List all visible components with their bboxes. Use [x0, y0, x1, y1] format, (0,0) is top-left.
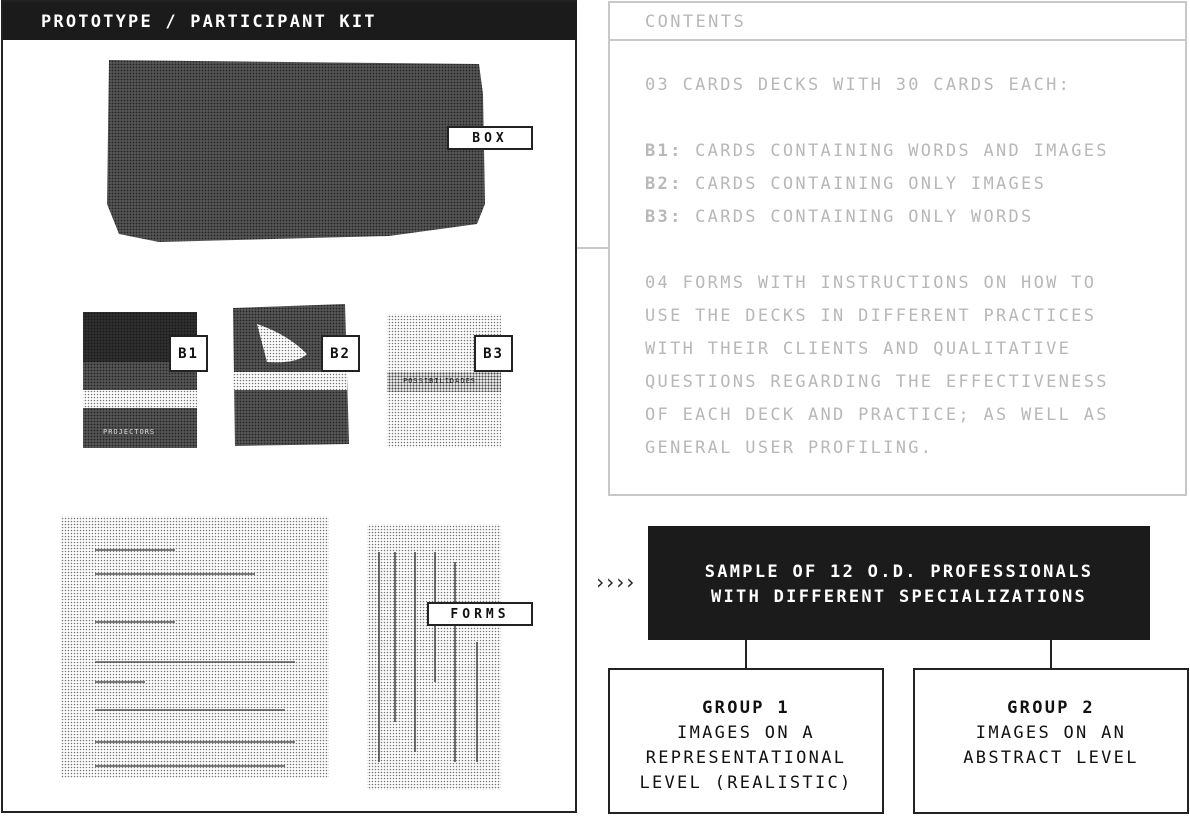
box-photo [99, 54, 489, 246]
deck-code-b2: B2: [645, 174, 683, 194]
group-1-line: REPRESENTATIONAL [645, 748, 847, 768]
forms-label: FORMS [427, 602, 533, 626]
deck-b3-label: B3 [474, 335, 513, 372]
group-2-line: IMAGES ON AN [975, 723, 1127, 743]
deck-desc-b2: CARDS CONTAINING ONLY IMAGES [682, 174, 1047, 194]
sample-box [648, 526, 1150, 640]
sample-line-1: SAMPLE OF 12 O.D. PROFESSIONALS [704, 562, 1094, 582]
deck-b1-photo [81, 312, 201, 452]
group-2-box [913, 668, 1189, 814]
deck-b2-photo [227, 304, 353, 450]
kit-title: PROTOTYPE / PARTICIPANT KIT [3, 2, 577, 40]
deck-b1-title: PROJECTORS [103, 428, 156, 436]
deck-line-b2 [645, 168, 1185, 201]
deck-line-b1 [645, 135, 1185, 168]
connector-group-2 [1050, 640, 1052, 668]
kit-contents-connector [577, 247, 608, 249]
forms-desc-line: WITH THEIR CLIENTS AND QUALITATIVE [645, 339, 1072, 359]
forms-photo-stack [55, 514, 339, 786]
arrow-icon: ›››› [594, 570, 635, 594]
deck-b2-label: B2 [321, 335, 360, 372]
connector-group-1 [745, 640, 747, 668]
contents-box [608, 1, 1187, 496]
contents-intro: 03 CARDS DECKS WITH 30 CARDS EACH: [645, 75, 1072, 95]
contents-title: CONTENTS [610, 3, 1185, 41]
sample-line-2: WITH DIFFERENT SPECIALIZATIONS [710, 587, 1088, 607]
forms-desc-line: GENERAL USER PROFILING. [645, 438, 934, 458]
group-2-line: ABSTRACT LEVEL [963, 748, 1139, 768]
deck-desc-b1: CARDS CONTAINING WORDS AND IMAGES [682, 141, 1109, 161]
deck-b1-label: B1 [169, 335, 208, 372]
group-1-line: LEVEL (REALISTIC) [639, 773, 853, 793]
deck-b3-title: POSSIBILIDADES [403, 377, 477, 385]
forms-desc-line: QUESTIONS REGARDING THE EFFECTIVENESS [645, 372, 1109, 392]
group-1-title: GROUP 1 [702, 698, 790, 718]
deck-line-b3 [645, 201, 1185, 234]
group-2-title: GROUP 2 [1007, 698, 1095, 718]
group-1-box [608, 668, 884, 814]
box-label: BOX [447, 126, 533, 150]
forms-desc-line: OF EACH DECK AND PRACTICE; AS WELL AS [645, 405, 1109, 425]
forms-desc-line: 04 FORMS WITH INSTRUCTIONS ON HOW TO [645, 273, 1097, 293]
deck-code-b1: B1: [645, 141, 683, 161]
contents-body [610, 41, 1185, 465]
forms-desc-line: USE THE DECKS IN DIFFERENT PRACTICES [645, 306, 1097, 326]
form-single-photo [365, 522, 505, 794]
deck-b3-photo [385, 312, 505, 452]
participant-kit-panel [1, 0, 577, 813]
deck-code-b3: B3: [645, 207, 683, 227]
deck-desc-b3: CARDS CONTAINING ONLY WORDS [682, 207, 1034, 227]
group-1-line: IMAGES ON A [677, 723, 815, 743]
